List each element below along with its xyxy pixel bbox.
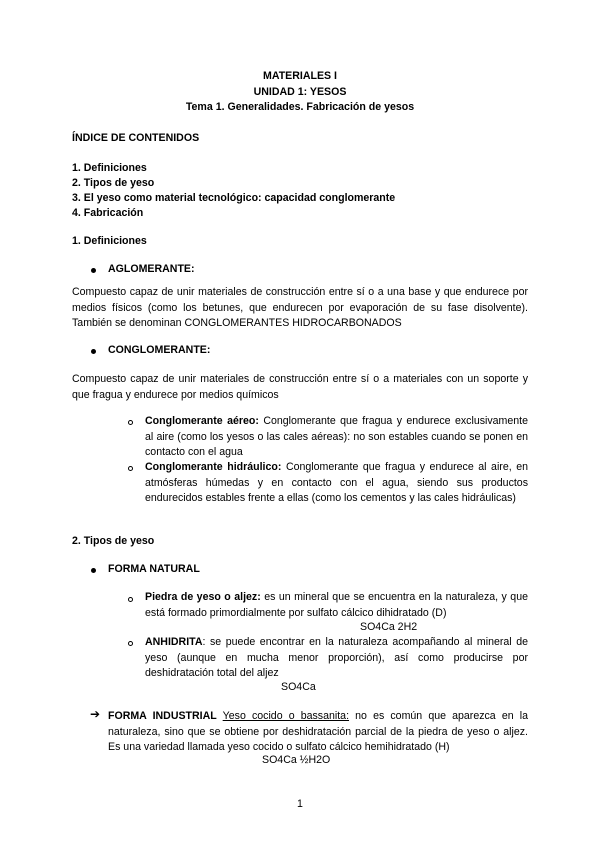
anhidrita-text: : se puede encontrar en la naturaleza acompañando al mineral de yeso (aunque en mucha menor proporción), así como producirse por deshidratación total del aljez (145, 636, 528, 679)
bassanita-term: Yeso cocido o bassanita: (222, 710, 350, 722)
page-number: 1 (297, 798, 303, 810)
anhidrita-formula: SO4Ca (281, 681, 316, 693)
anhidrita-term: ANHIDRITA (145, 636, 203, 648)
section2-heading: 2. Tipos de yeso (72, 535, 155, 547)
anhidrita-item (145, 635, 528, 682)
bullet-icon (91, 349, 96, 354)
conglomerante-label: CONGLOMERANTE: (108, 344, 211, 356)
aglomerante-label: AGLOMERANTE: (108, 263, 195, 275)
unit-title: UNIDAD 1: YESOS (253, 86, 347, 98)
conglomerante-aereo-text: Conglomerante que fragua y endurece exclusivamente al aire (como los yesos o las cales aéreas): no son estables cuando se ponen en contacto con el agua (145, 415, 528, 458)
piedra-yeso-item (145, 590, 528, 621)
conglomerante-hidraulico-term: Conglomerante hidráulico: (145, 461, 282, 473)
arrow-right-icon: ➔ (90, 707, 101, 721)
bullet-icon (91, 268, 96, 273)
index-item: 3. El yeso como material tecnológico: capacidad conglomerante (72, 192, 396, 204)
aglomerante-definition: Compuesto capaz de unir materiales de construcción entre sí o a una base y que endurece por medios físicos (como los betunes, que endurecen por evaporación de su fase disolvente). También se denominan CONGLOMERANTES HIDROCARBONADOS (72, 286, 528, 329)
conglomerante-hidraulico-text: Conglomerante que fragua y endurece al aire, en atmósferas húmedas y en contacto con el agua, siendo sus productos endurecidos estables frente a ellas (como los cementos y las cales hidráulicas) (145, 461, 528, 504)
forma-industrial-text: no es común que aparezca en la naturaleza, sino que se obtiene por deshidratación parcial de la piedra de yeso o aljez. Es una variedad llamada yeso cocido o sulfato cálcico hemihidratado (H) (108, 710, 528, 753)
forma-natural-label: FORMA NATURAL (108, 563, 200, 575)
section1-heading: 1. Definiciones (72, 235, 147, 247)
forma-industrial-label: FORMA INDUSTRIAL (108, 710, 217, 722)
piedra-yeso-term: Piedra de yeso o aljez: (145, 591, 261, 603)
forma-industrial-item (108, 709, 528, 756)
conglomerante-aereo-item (145, 414, 528, 461)
conglomerante-definition: Compuesto capaz de unir materiales de construcción entre sí o a materiales con un soporte y que fragua y endurece por medios químicos (72, 373, 528, 401)
topic-title: Tema 1. Generalidades. Fabricación de yesos (185, 101, 415, 113)
piedra-yeso-text: es un mineral que se encuentra en la naturaleza, y que está formado primordialmente por sulfato cálcico dihidratado (D) (145, 591, 528, 619)
circle-bullet-icon (128, 420, 133, 425)
subject-title: MATERIALES I (263, 70, 337, 82)
index-item: 4. Fabricación (72, 207, 144, 219)
dihidrato-formula: SO4Ca 2H2 (360, 621, 418, 633)
circle-bullet-icon (128, 641, 133, 646)
conglomerante-aereo-term: Conglomerante aéreo: (145, 415, 259, 427)
circle-bullet-icon (128, 466, 133, 471)
hemihidrato-formula: SO4Ca ½H2O (262, 754, 331, 766)
index-item: 1. Definiciones (72, 162, 147, 174)
index-title: ÍNDICE DE CONTENIDOS (72, 132, 200, 144)
conglomerante-hidraulico-item (145, 460, 528, 507)
bullet-icon (91, 568, 96, 573)
index-item: 2. Tipos de yeso (72, 177, 155, 189)
circle-bullet-icon (128, 597, 133, 602)
